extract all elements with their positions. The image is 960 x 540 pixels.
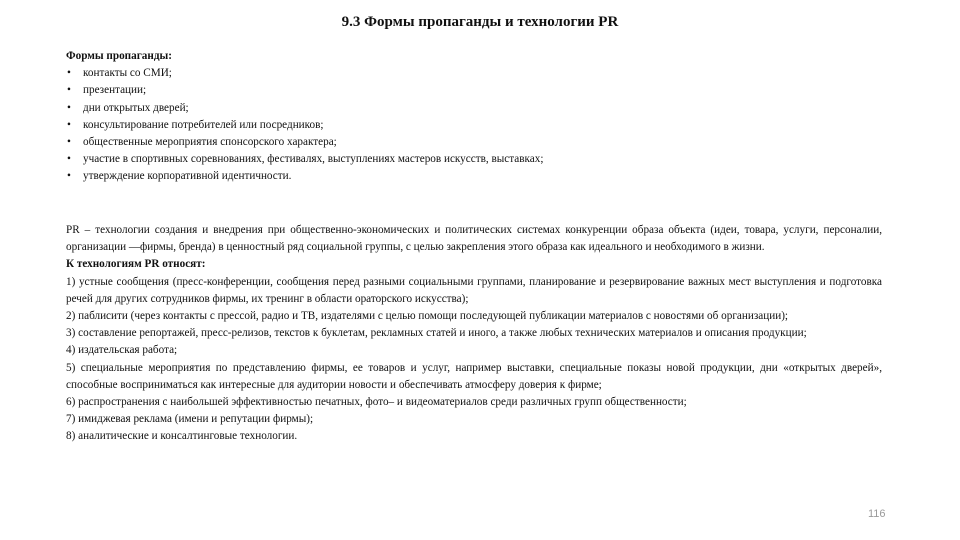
list-item: • утверждение корпоративной идентичности. [66, 168, 896, 185]
list-item: • участие в спортивных соревнованиях, фестивалях, выступлениях мастеров искусств, выставках; [66, 151, 896, 168]
list-item: 2) паблисити (через контакты с прессой, радио и ТВ, издателями с целью помощи последующей публикации материалов с новостями об организации); [66, 310, 789, 323]
list-item: • общественные мероприятия спонсорского характера; [66, 134, 896, 151]
pr-technologies-heading: К технологиям PR относят: [66, 258, 206, 271]
page-number: 116 [868, 508, 886, 520]
list-item: 4) издательская работа; [66, 344, 178, 357]
list-item: 8) аналитические и консалтинговые технологии. [66, 430, 298, 443]
pr-technologies-list [66, 274, 882, 446]
list-item: 5) специальные мероприятия по представлению фирмы, ее товаров и услуг, например выставки, специальные показы новой продукции, дни «открытых дверей», способные восприниматься как интересные для аудитории новости и обеспечивать атмосферу доверия к фирме; [66, 361, 882, 391]
pr-technologies-section [66, 222, 882, 446]
propaganda-forms-list [66, 65, 896, 185]
list-item: • консультирование потребителей или посредников; [66, 117, 896, 134]
list-item: 7) имиджевая реклама (имени и репутации фирмы); [66, 413, 314, 426]
list-item: • дни открытых дверей; [66, 100, 896, 117]
list-item: 1) устные сообщения (пресс-конференции, сообщения перед разными социальными группами, планирование и резервирование важных мест выступления и подготовка речей для других сотрудников фирмы, их тренинг в области ораторского искусства); [66, 275, 882, 305]
slide-title: 9.3 Формы пропаганды и технологии PR [341, 14, 619, 30]
propaganda-forms-section [66, 48, 896, 186]
propaganda-forms-heading: Формы пропаганды: [66, 50, 172, 62]
list-item: • презентации; [66, 82, 896, 99]
list-item: 3) составление репортажей, пресс-релизов, текстов к буклетам, рекламных статей и иного, а также любых технических материалов и описания продукции; [66, 327, 807, 340]
pr-definition: PR – технологии создания и внедрения при общественно-экономических и политических системах конкуренции образа объекта (идеи, товара, услуги, персоналии, организации —фирмы, бренда) в ценностный ряд социальной группы, с целью закрепления этого образа как идеального и необходимого в жизни. [66, 224, 882, 254]
list-item: • контакты со СМИ; [66, 65, 896, 82]
list-item: 6) распространения с наибольшей эффективностью печатных, фото– и видеоматериалов среди различных групп общественности; [66, 396, 687, 409]
